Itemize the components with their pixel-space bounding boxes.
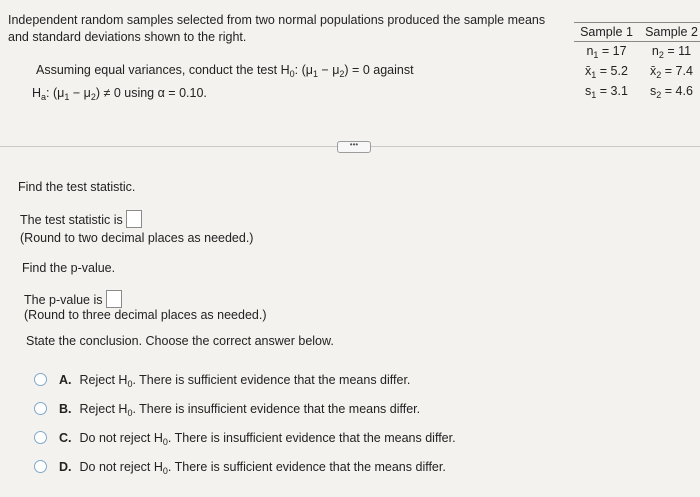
stat-cell: $n_2 = 11$ [651, 44, 692, 60]
expand-more-button[interactable]: ••• [337, 141, 371, 153]
radio-icon[interactable] [34, 460, 47, 473]
test-statistic-hint: (Round to two decimal places as needed.) [20, 231, 254, 245]
conclusion-prompt: State the conclusion. Choose the correct answer below. [26, 334, 334, 348]
stat-cell: $s_2 = 4.6$ [650, 84, 693, 100]
stat-cell: $x̄_1 = 5.2$ [585, 64, 628, 80]
sample2-header: Sample 2 [639, 23, 700, 42]
p-value-hint: (Round to three decimal places as needed.) [24, 308, 267, 322]
stat-cell: $x̄_2 = 7.4$ [650, 64, 693, 80]
radio-icon[interactable] [34, 373, 47, 386]
stat-cell: $s_1 = 3.1$ [585, 84, 628, 100]
find-test-statistic-label: Find the test statistic. [18, 180, 136, 194]
table-row [574, 42, 700, 63]
table-row [574, 82, 700, 102]
option-d[interactable]: D. Do not reject $H_0$. There is sufficient evidence that the means differ. [34, 460, 446, 476]
test-statistic-input[interactable] [126, 210, 142, 228]
question-intro: Independent random samples selected from two normal populations produced the sample means and standard deviations shown to the right. [8, 13, 546, 44]
sample-stats-table [574, 22, 700, 102]
stat-cell: $n_1 = 17$ [586, 44, 627, 60]
p-value-label: The p-value is [24, 293, 103, 307]
radio-icon[interactable] [34, 402, 47, 415]
null-hypothesis: Assuming equal variances, conduct the test $H_0$: $(\mu_1 - \mu_2) = 0$ against [36, 63, 414, 79]
test-statistic-row [20, 210, 142, 228]
alternative-hypothesis: $H_a$: $(\mu_1 - \mu_2) \ne 0$ using α = 0.10. [32, 86, 207, 102]
sample1-header: Sample 1 [574, 23, 639, 42]
option-a[interactable]: A. Reject $H_0$. There is sufficient evidence that the means differ. [34, 373, 410, 389]
radio-icon[interactable] [34, 431, 47, 444]
p-value-input[interactable] [106, 290, 122, 308]
p-value-row [24, 290, 122, 308]
option-b[interactable]: B. Reject $H_0$. There is insufficient evidence that the means differ. [34, 402, 420, 418]
test-statistic-label: The test statistic is [20, 213, 123, 227]
option-c[interactable]: C. Do not reject $H_0$. There is insufficient evidence that the means differ. [34, 431, 456, 447]
table-row [574, 62, 700, 82]
find-p-value-label: Find the p-value. [22, 261, 116, 275]
